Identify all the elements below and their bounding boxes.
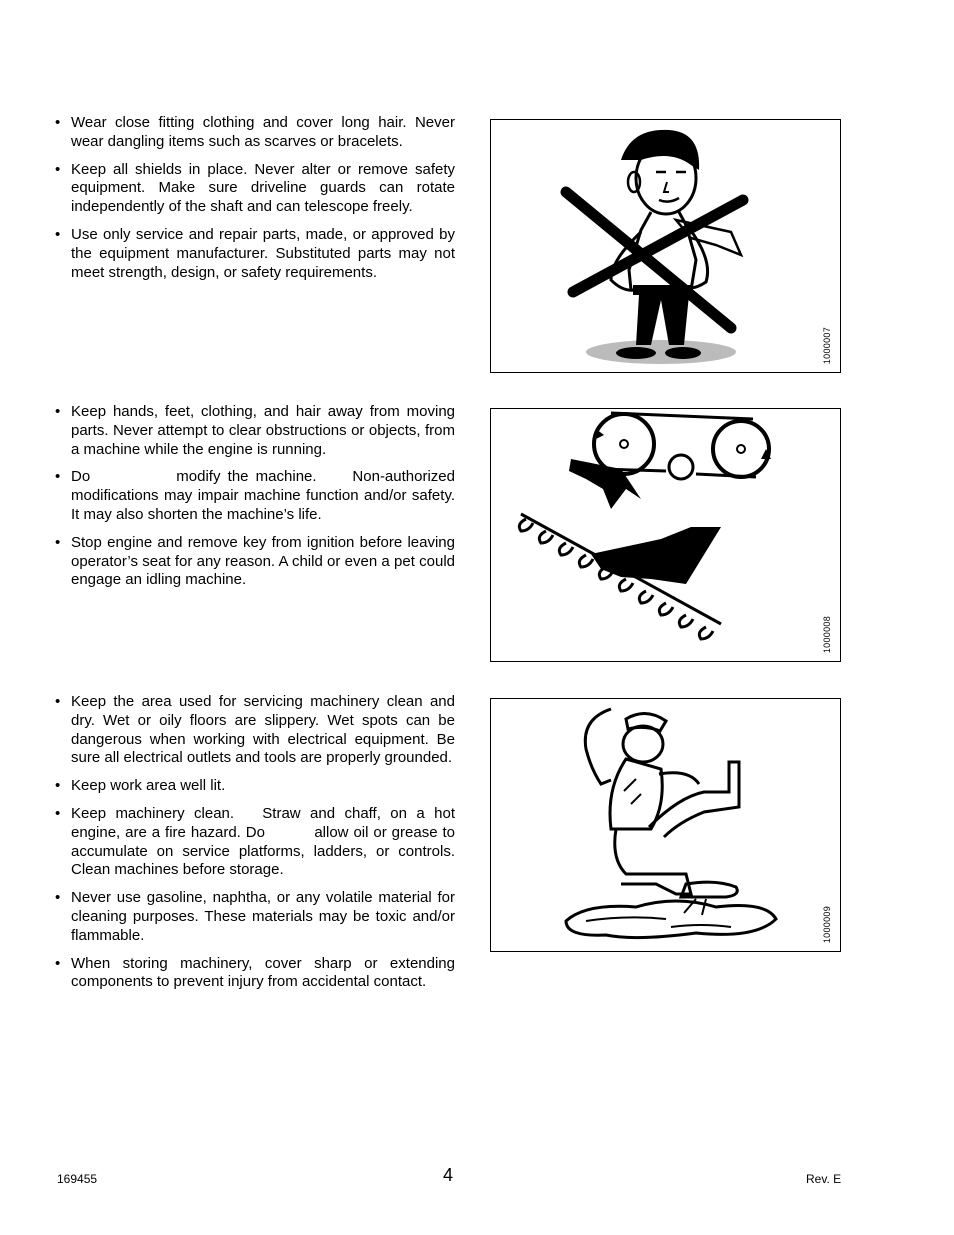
page-footer xyxy=(0,1165,954,1190)
list-item: • Keep all shields in place. Never alter or remove safety equipment. Make sure driveline guards can rotate independently of the shaft and can telescope freely. xyxy=(55,160,455,216)
figure-id: 1000008 xyxy=(822,615,832,653)
list-item: • Keep work area well lit. xyxy=(55,777,226,795)
loose-clothing-illustration xyxy=(491,120,840,372)
list-item: • Keep hands, feet, clothing, and hair away from moving parts. Never attempt to clear obstructions or objects, from a machine while the engine is running. xyxy=(55,403,455,458)
revision-label: Rev. E xyxy=(806,1172,842,1186)
figure-moving-parts xyxy=(490,408,841,662)
list-item: • Stop engine and remove key from ignition before leaving operator’s seat for any reason. A child or even a pet could engage an idling machine. xyxy=(55,533,455,589)
list-item: • Use only service and repair parts, made, or approved by the equipment manufacturer. Substituted parts may not meet strength, design, or safety requirements. xyxy=(55,225,455,281)
list-item: • Wear close fitting clothing and cover long hair. Never wear dangling items such as scarves or bracelets. xyxy=(55,114,455,150)
list-item: • When storing machinery, cover sharp or extending components to prevent injury from accidental contact. xyxy=(55,954,455,991)
slipping-person-illustration xyxy=(491,699,840,951)
document-number: 169455 xyxy=(57,1172,98,1186)
list-item: • Keep machinery clean. Straw and chaff, on a hot engine, are a fire hazard. Do allow oil or grease to accumulate on service platforms, ladders, or controls. Clean machines before storage. xyxy=(55,804,460,879)
moving-parts-illustration xyxy=(491,409,840,661)
bullet-list xyxy=(55,114,455,291)
list-item: • Do modify the machine. Non-authorized modifications may impair machine function and/or safety. It may also shorten the machine’s life. xyxy=(55,468,460,523)
list-item: • Keep the area used for servicing machinery clean and dry. Wet or oily floors are slippery. Wet spots can be dangerous when working with electrical equipment. Be sure all electrical outlets and tools are properly grounded. xyxy=(55,693,455,767)
bullet-list xyxy=(55,403,460,599)
figure-id: 1000007 xyxy=(822,326,832,364)
page-number: 4 xyxy=(443,1165,454,1185)
figure-slippery-floor xyxy=(490,698,841,952)
list-item: • Never use gasoline, naphtha, or any volatile material for cleaning purposes. These materials may be toxic and/or flammable. xyxy=(55,889,455,944)
figure-id: 1000009 xyxy=(822,905,832,943)
bullet-list xyxy=(55,693,460,1001)
figure-loose-clothing xyxy=(490,119,841,373)
